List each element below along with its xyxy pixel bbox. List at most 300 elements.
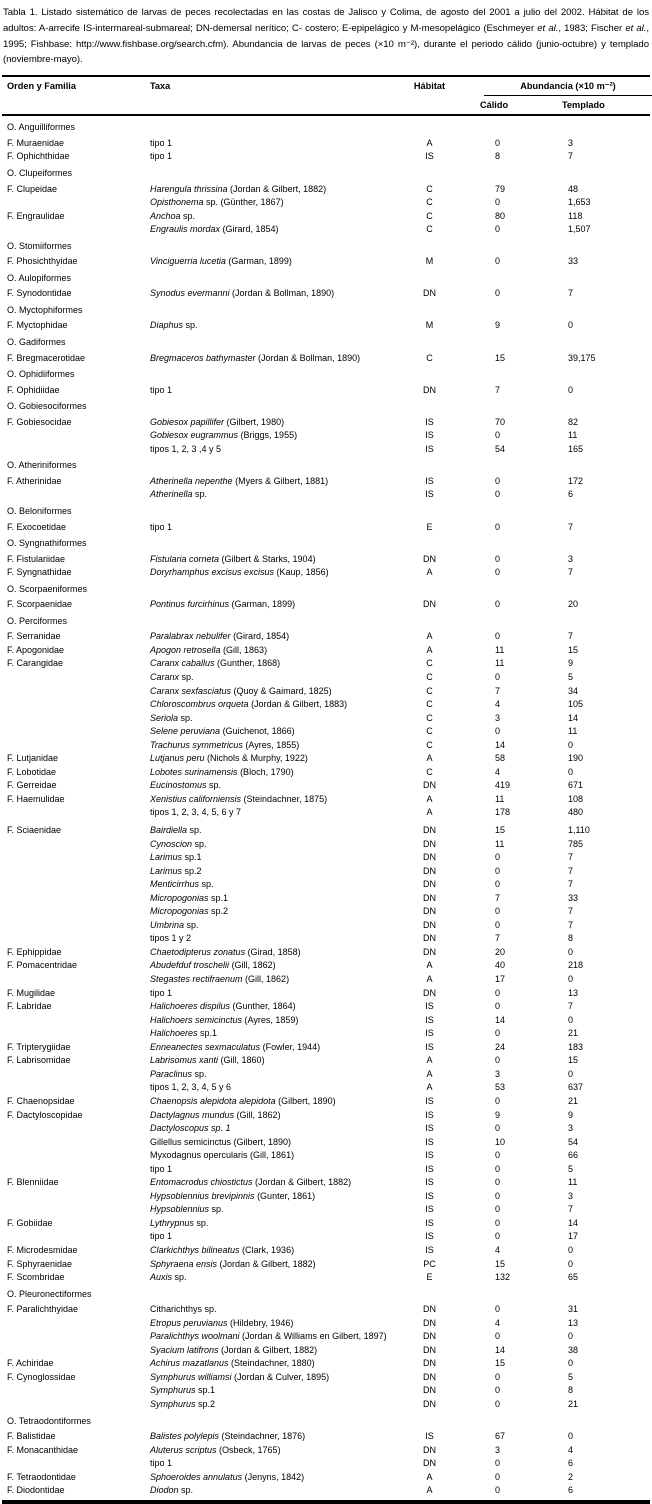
templado-cell: 2 [568, 1471, 574, 1482]
table-row [2, 1000, 650, 1014]
table-row [2, 1041, 650, 1055]
calido-cell: 0 [495, 475, 501, 486]
table-row [2, 416, 650, 430]
templado-cell: 1,110 [568, 825, 590, 836]
habitat-cell: IS [425, 1028, 434, 1039]
calido-cell: 15 [495, 825, 506, 836]
taxa-cell: Symphurus sp.2 [150, 1398, 216, 1409]
taxa-cell: Sphoeroides annulatus (Jenyns, 1842) [150, 1471, 305, 1482]
habitat-cell: DN [423, 1444, 436, 1455]
templado-cell: 38 [568, 1344, 579, 1355]
taxa-cell: Selene peruviana (Guichenot, 1866) [150, 726, 295, 737]
templado-cell: 0 [568, 739, 574, 750]
taxa-scientific-name: Bairdiella [150, 825, 188, 836]
order-row [2, 121, 650, 135]
taxa-cell: Symphurus sp.1 [150, 1385, 216, 1396]
taxa-scientific-name: Synodus evermanni [150, 288, 230, 299]
table-row [2, 475, 650, 489]
templado-cell: 785 [568, 838, 584, 849]
habitat-cell: A [426, 753, 433, 764]
templado-cell: 6 [568, 489, 574, 500]
taxa-scientific-name: Diaphus [150, 320, 184, 331]
habitat-cell: C [426, 224, 433, 235]
family-cell [2, 1027, 150, 1041]
habitat-cell: DN [423, 879, 436, 890]
table-row [2, 1149, 650, 1163]
caption-text: , 1995; Fishbase: http://www.fishbase.org/search.cfm). Abundancia de larvas de peces (×10 m⁻²), durante el periodo cálido (junio-octubre) y templado (noviembre-mayo). [3, 22, 650, 66]
calido-cell: 20 [495, 946, 506, 957]
calido-cell: 0 [495, 599, 501, 610]
table-row [2, 1484, 650, 1498]
calido-cell: 0 [495, 987, 501, 998]
calido-cell: 0 [495, 1204, 501, 1215]
calido-cell: 4 [495, 1244, 501, 1255]
taxa-cell: tipo 1 [150, 521, 173, 532]
calido-cell: 0 [495, 1150, 501, 1161]
taxa-cell: Auxis sp. [150, 1272, 187, 1283]
table-row [2, 685, 650, 699]
taxa-scientific-name: Atherinella [150, 489, 193, 500]
calido-cell: 0 [495, 256, 501, 267]
calido-cell: 0 [495, 1485, 501, 1496]
templado-cell: 11 [568, 726, 578, 737]
calido-cell: 4 [495, 699, 501, 710]
family-cell: F. Bregmacerotidae [7, 352, 86, 363]
taxa-scientific-name: Hypsoblennius [150, 1204, 210, 1215]
templado-cell: 7 [568, 1001, 574, 1012]
family-cell: F. Phosichthyidae [7, 256, 78, 267]
family-cell [2, 838, 150, 852]
order-label: O. Scorpaeniformes [7, 583, 88, 594]
habitat-cell: IS [425, 416, 434, 427]
habitat-cell: A [426, 631, 433, 642]
habitat-cell: A [426, 567, 433, 578]
table-row [2, 878, 650, 892]
family-cell [2, 851, 150, 865]
table-row [2, 443, 650, 457]
family-cell: F. Ophidiidae [7, 384, 60, 395]
calido-cell: 0 [495, 865, 501, 876]
taxa-scientific-name: Harengula thrissina [150, 183, 228, 194]
table-row [2, 1317, 650, 1331]
order-label: O. Gobiesociformes [7, 401, 87, 412]
templado-cell: 7 [568, 288, 574, 299]
taxa-scientific-name: Cynoscion [150, 838, 193, 849]
taxa-cell: tipos 1, 2, 3, 4, 5, 6 y 7 [150, 807, 242, 818]
templado-cell: 5 [568, 672, 574, 682]
order-row [2, 615, 650, 629]
table-row [2, 905, 650, 919]
habitat-cell: IS [425, 475, 434, 486]
templado-cell: 0 [568, 1358, 574, 1369]
taxa-cell: Opisthonema sp. (Günther, 1867) [150, 197, 284, 208]
taxa-cell: Synodus evermanni (Jordan & Bollman, 1890) [150, 288, 335, 299]
taxa-cell: Xenistius californiensis (Steindachner, 1875) [150, 793, 328, 804]
calido-cell: 0 [495, 879, 501, 890]
taxa-scientific-name: Umbrina [150, 919, 185, 930]
habitat-cell: C [426, 712, 433, 723]
calido-cell: 0 [495, 919, 501, 930]
taxa-cell: Harengula thrissina (Jordan & Gilbert, 1882) [150, 183, 327, 194]
habitat-cell: IS [425, 1123, 434, 1134]
templado-cell: 637 [568, 1082, 584, 1093]
calido-cell: 54 [495, 443, 506, 454]
habitat-cell: DN [423, 1344, 436, 1355]
family-cell: F. Balistidae [7, 1431, 56, 1442]
family-cell: F. Labridae [7, 1001, 52, 1012]
family-cell: F. Syngnathidae [7, 567, 72, 578]
table-row [2, 1068, 650, 1082]
taxa-scientific-name: Achirus mazatlanus [150, 1358, 229, 1369]
taxa-scientific-name: Auxis [150, 1272, 173, 1283]
templado-cell: 9 [568, 1109, 574, 1120]
calido-cell: 79 [495, 183, 506, 194]
taxa-scientific-name: Chloroscombrus orqueta [150, 699, 249, 710]
templado-cell: 21 [568, 1028, 579, 1039]
table-row [2, 671, 650, 685]
templado-cell: 65 [568, 1272, 579, 1283]
table-row [2, 1203, 650, 1217]
family-cell: F. Mugilidae [7, 987, 56, 998]
templado-cell: 1,507 [568, 224, 591, 235]
taxa-cell: Caranx sexfasciatus (Quoy & Gaimard, 1825) [150, 685, 332, 696]
templado-cell: 21 [568, 1095, 579, 1106]
habitat-cell: C [426, 726, 433, 737]
taxa-cell: tipo 1 [150, 384, 173, 395]
templado-cell: 31 [568, 1304, 579, 1315]
table-row [2, 598, 650, 612]
family-cell: F. Cynoglossidae [7, 1371, 76, 1382]
templado-cell: 7 [568, 919, 574, 930]
family-cell: F. Pomacentridae [7, 960, 78, 971]
taxa-scientific-name: Labrisomus xanti [150, 1055, 219, 1066]
taxa-cell: Chaetodipterus zonatus (Girad, 1858) [150, 946, 301, 957]
family-cell [2, 1203, 150, 1217]
taxa-cell: Trachurus symmetricus (Ayres, 1855) [150, 739, 300, 750]
habitat-cell: C [426, 739, 433, 750]
table-row [2, 429, 650, 443]
taxa-scientific-name: Aluterus scriptus [150, 1444, 217, 1455]
caption-text: et al. [537, 22, 559, 34]
order-label: O. Syngnathiformes [7, 538, 87, 549]
family-cell: F. Ophichthidae [7, 151, 70, 162]
family-cell: F. Myctophidae [7, 320, 68, 331]
habitat-cell: IS [425, 1163, 434, 1174]
taxa-scientific-name: Chaetodipterus zonatus [150, 946, 246, 957]
table-row [2, 287, 650, 301]
taxa-cell: Hypsoblennius sp. [150, 1204, 224, 1215]
calido-cell: 0 [495, 1163, 501, 1174]
taxa-cell: Gobiesox papillifer (Gilbert, 1980) [150, 416, 285, 427]
taxa-cell: Chloroscombrus orqueta (Jordan & Gilbert, 1883) [150, 699, 348, 710]
templado-cell: 7 [568, 879, 574, 890]
calido-cell: 0 [495, 1385, 501, 1396]
templado-cell: 6 [568, 1485, 574, 1496]
taxa-scientific-name: Halichoeres [150, 1028, 198, 1039]
order-label: O. Ophidiiformes [7, 369, 75, 380]
taxa-cell: Bairdiella sp. [150, 825, 202, 836]
calido-cell: 9 [495, 320, 501, 331]
habitat-cell: IS [425, 489, 434, 500]
habitat-cell: IS [425, 1431, 434, 1442]
taxa-cell: Stegastes rectifraenum (Gill, 1862) [150, 974, 290, 985]
calido-cell: 15 [495, 1358, 506, 1369]
family-cell [2, 429, 150, 443]
order-row [2, 304, 650, 318]
templado-cell: 6 [568, 1458, 574, 1469]
calido-cell: 7 [495, 384, 501, 395]
table-row [2, 521, 650, 535]
taxa-scientific-name: Caranx sexfasciatus [150, 685, 232, 696]
taxa-cell: tipo 1 [150, 1231, 173, 1242]
taxa-scientific-name: Sphoeroides annulatus [150, 1471, 243, 1482]
calido-cell: 0 [495, 1055, 501, 1066]
taxa-scientific-name: Gobiesox eugrammus [150, 430, 239, 441]
table-row [2, 1230, 650, 1244]
templado-cell: 13 [568, 987, 579, 998]
col-habitat: Hábitat [413, 81, 446, 92]
habitat-cell: C [426, 672, 433, 682]
table-row [2, 806, 650, 820]
taxa-cell: Seriola sp. [150, 712, 193, 723]
taxa-cell: tipo 1 [150, 137, 173, 148]
calido-cell: 9 [495, 1109, 501, 1120]
calido-cell: 7 [495, 892, 501, 903]
taxa-scientific-name: Caranx [150, 672, 180, 682]
templado-cell: 3 [568, 1123, 574, 1134]
habitat-cell: IS [425, 1136, 434, 1147]
taxa-scientific-name: Trachurus symmetricus [150, 739, 243, 750]
habitat-cell: A [426, 1471, 433, 1482]
taxa-scientific-name: Paralabrax nebulifer [150, 631, 231, 642]
taxa-scientific-name: Pontinus furcirhinus [150, 599, 230, 610]
table-row [2, 725, 650, 739]
templado-cell: 82 [568, 416, 579, 427]
habitat-cell: IS [425, 1204, 434, 1215]
family-cell [2, 1014, 150, 1028]
taxa-cell: Paralichthys woolmani (Jordan & Williams en Gilbert, 1897) [150, 1331, 387, 1342]
family-cell [2, 892, 150, 906]
calido-cell: 0 [495, 430, 501, 441]
templado-cell: 5 [568, 1163, 574, 1174]
habitat-cell: IS [425, 1014, 434, 1025]
family-cell: F. Scombridae [7, 1272, 65, 1283]
family-cell [2, 1149, 150, 1163]
templado-cell: 165 [568, 443, 584, 454]
family-cell: F. Scorpaenidae [7, 599, 73, 610]
calido-cell: 7 [495, 933, 501, 944]
habitat-cell: C [426, 658, 433, 669]
taxa-scientific-name: Caranx caballus [150, 658, 215, 669]
habitat-cell: IS [425, 1041, 434, 1052]
taxa-scientific-name: Larimus [150, 852, 183, 863]
taxa-cell: Clarkichthys bilineatus (Clark, 1936) [150, 1244, 295, 1255]
family-cell [2, 932, 150, 946]
habitat-cell: DN [423, 1371, 436, 1382]
family-cell [2, 1081, 150, 1095]
habitat-cell: IS [425, 1217, 434, 1228]
family-cell: F. Tripterygiidae [7, 1041, 71, 1052]
calido-cell: 24 [495, 1041, 506, 1052]
table-row [2, 865, 650, 879]
table-row [2, 1371, 650, 1385]
calido-cell: 0 [495, 1371, 501, 1382]
templado-cell: 3 [568, 553, 574, 564]
table-row [2, 712, 650, 726]
table-row [2, 1176, 650, 1190]
habitat-cell: A [426, 644, 433, 655]
calido-cell: 0 [495, 1001, 501, 1012]
family-cell [2, 698, 150, 712]
templado-cell: 48 [568, 183, 579, 194]
templado-cell: 7 [568, 865, 574, 876]
habitat-cell: DN [423, 1358, 436, 1369]
taxa-scientific-name: Larimus [150, 865, 183, 876]
family-cell: F. Atherinidae [7, 475, 62, 486]
caption-text: Tabla 1. Listado sistemático de larvas de peces recolectadas en las costas de Jalisco y Colima, de agosto del 2001 a julio del 2002. Hábitat de los adultos: A-arrecife IS-intermareal-submareal; DN-demersal nerítico; C- costero; E-epipelágico y M-mesopelágico (Eschmeyer [3, 7, 649, 34]
taxa-cell: Abudefduf troschelii (Gill, 1862) [150, 960, 276, 971]
calido-cell: 0 [495, 1398, 501, 1409]
habitat-cell: A [426, 974, 433, 985]
table-row [2, 1217, 650, 1231]
family-cell: F. Clupeidae [7, 183, 58, 194]
calido-cell: 58 [495, 753, 506, 764]
family-cell [2, 973, 150, 987]
table-row [2, 987, 650, 1001]
family-cell [2, 878, 150, 892]
taxa-cell: Labrisomus xanti (Gill, 1860) [150, 1055, 265, 1066]
taxa-cell: Citharichthys sp. [150, 1304, 217, 1315]
family-cell: F. Chaenopsidae [7, 1095, 75, 1106]
family-cell [2, 712, 150, 726]
table-row [2, 1244, 650, 1258]
habitat-cell: IS [425, 1190, 434, 1201]
templado-cell: 14 [568, 1217, 579, 1228]
taxa-cell: Gobiesox eugrammus (Briggs, 1955) [150, 430, 298, 441]
taxa-scientific-name: Seriola [150, 712, 179, 723]
templado-cell: 3 [568, 1190, 574, 1201]
habitat-cell: C [426, 699, 433, 710]
calido-cell: 3 [495, 1444, 501, 1455]
templado-cell: 218 [568, 960, 584, 971]
taxa-cell: Paraclinus sp. [150, 1068, 207, 1079]
col-orden-familia: Orden y Familia [7, 81, 76, 92]
taxa-scientific-name: Halichoers semicinctus [150, 1014, 243, 1025]
taxa-cell: Doryrhamphus excisus excisus (Kaup, 1856) [150, 567, 329, 578]
habitat-cell: A [426, 960, 433, 971]
family-cell: F. Gobiesocidae [7, 416, 72, 427]
templado-cell: 20 [568, 599, 579, 610]
calido-cell: 7 [495, 685, 501, 696]
table-row [2, 1384, 650, 1398]
taxa-scientific-name: Xenistius californiensis [150, 793, 242, 804]
taxa-cell: Hypsoblennius brevipinnis (Gunter, 1861) [150, 1190, 316, 1201]
taxa-cell: tipos 1, 2, 3, 4, 5 y 6 [150, 1082, 232, 1093]
taxa-scientific-name: Abudefduf troschelii [150, 960, 230, 971]
taxa-cell: Chaenopsis alepidota alepidota (Gilbert, 1890) [150, 1095, 336, 1106]
taxa-cell: Diodon sp. [150, 1485, 194, 1496]
calido-cell: 0 [495, 906, 501, 917]
templado-cell: 7 [568, 852, 574, 863]
taxa-cell: Micropogonias sp.1 [150, 892, 229, 903]
table-row [2, 1014, 650, 1028]
family-cell: F. Muraenidae [7, 137, 65, 148]
family-cell [2, 905, 150, 919]
taxa-cell: Lobotes surinamensis (Bloch, 1790) [150, 766, 294, 777]
family-cell [2, 1122, 150, 1136]
taxa-scientific-name: Stegastes rectifraenum [150, 974, 243, 985]
templado-cell: 0 [568, 974, 574, 985]
table-row [2, 1330, 650, 1344]
order-label: O. Atheriniformes [7, 460, 77, 471]
habitat-cell: DN [423, 838, 436, 849]
templado-cell: 54 [568, 1136, 579, 1147]
taxa-cell: Anchoa sp. [150, 210, 196, 221]
taxa-cell: Halichoeres sp.1 [150, 1028, 218, 1039]
calido-cell: 17 [495, 974, 506, 985]
table-row [2, 838, 650, 852]
order-row [2, 336, 650, 350]
family-cell [2, 685, 150, 699]
taxa-scientific-name: Etropus peruvianus [150, 1317, 228, 1328]
family-cell: F. Gerreidae [7, 780, 57, 791]
table-row [2, 698, 650, 712]
table-row [2, 919, 650, 933]
taxa-cell: Vinciguerria lucetia (Garman, 1899) [150, 256, 292, 267]
taxa-cell: Bregmaceros bathymaster (Jordan & Bollman, 1890) [150, 352, 361, 363]
templado-cell: 183 [568, 1041, 584, 1052]
calido-cell: 0 [495, 567, 501, 578]
family-cell: F. Ephippidae [7, 946, 62, 957]
taxa-cell: Fistularia corneta (Gilbert & Starks, 1904) [150, 553, 316, 564]
table-row [2, 657, 650, 671]
table-row [2, 1357, 650, 1371]
calido-cell: 67 [495, 1431, 506, 1442]
table-caption [2, 3, 650, 75]
table-row [2, 210, 650, 224]
taxa-cell: Caranx caballus (Gunther, 1868) [150, 658, 281, 669]
calido-cell: 15 [495, 1258, 506, 1269]
table-row [2, 1054, 650, 1068]
table-row [2, 488, 650, 502]
templado-cell: 172 [568, 475, 584, 486]
habitat-cell: DN [423, 288, 436, 299]
taxa-scientific-name: Eucinostomus [150, 780, 207, 791]
habitat-cell: A [426, 807, 433, 818]
table-row [2, 1457, 650, 1471]
calido-cell: 0 [495, 288, 501, 299]
table-row [2, 566, 650, 580]
habitat-cell: IS [425, 151, 434, 162]
templado-cell: 14 [568, 712, 579, 723]
family-cell [2, 671, 150, 685]
taxa-cell: Myxodagnus opercularis (Gill, 1861) [150, 1150, 295, 1161]
habitat-cell: IS [425, 1177, 434, 1188]
habitat-cell: IS [425, 1109, 434, 1120]
order-row [2, 459, 650, 473]
taxa-cell: Halichoers semicinctus (Ayres, 1859) [150, 1014, 299, 1025]
calido-cell: 3 [495, 712, 501, 723]
calido-cell: 0 [495, 631, 501, 642]
taxa-cell: tipo 1 [150, 151, 173, 162]
calido-cell: 0 [495, 1331, 501, 1342]
habitat-cell: DN [423, 1398, 436, 1409]
calido-cell: 0 [495, 1177, 501, 1188]
family-cell [2, 1398, 150, 1412]
calido-cell: 80 [495, 210, 506, 221]
taxa-cell: Apogon retrosella (Gill, 1863) [150, 644, 268, 655]
habitat-cell: C [426, 210, 433, 221]
